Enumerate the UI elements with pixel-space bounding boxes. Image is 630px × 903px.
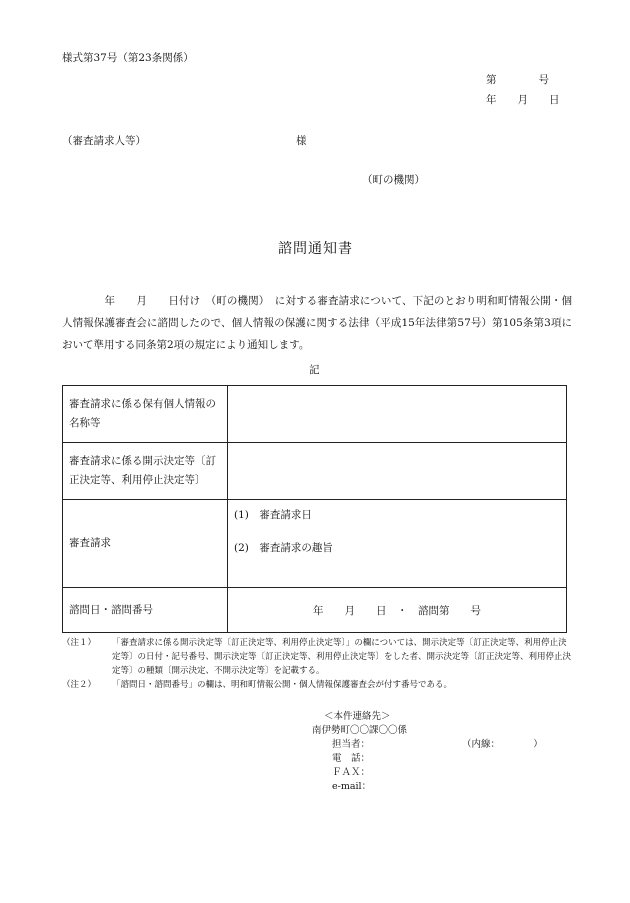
ki-heading: 記 [309, 364, 320, 376]
row2-label: 審査請求に係る開示決定等〔訂正決定等、利用停止決定等〕 [63, 443, 228, 500]
row2-value [228, 443, 567, 500]
row3-item-request-date: (1) 審査請求日 [234, 509, 312, 521]
contact-email: e-mail： [332, 781, 372, 792]
notice-table [62, 385, 567, 633]
document-date: 年 月 日 [486, 94, 560, 106]
note-2-tag: （注２） [62, 680, 97, 690]
contact-person: 担当者： [332, 739, 371, 750]
addressee-honorific: 様 [296, 135, 307, 147]
table-row [63, 386, 567, 443]
sender-agency: （町の機関） [362, 174, 425, 186]
document-number: 第 号 [486, 74, 549, 86]
row1-label: 審査請求に係る保有個人情報の名称等 [63, 386, 228, 443]
row1-value [228, 386, 567, 443]
note-2 [62, 678, 572, 692]
contact-block [312, 710, 543, 794]
notes [62, 636, 572, 692]
contact-person-row [312, 738, 543, 752]
form-number: 様式第37号（第23条関係） [62, 52, 194, 64]
contact-tel: 電 話： [332, 753, 371, 764]
table-row [63, 588, 567, 633]
table-row [63, 500, 567, 588]
table-row [63, 443, 567, 500]
contact-extension: （内線： ） [462, 739, 543, 750]
note-1-text: 「審査請求に係る開示決定等〔訂正決定等、利用停止決定等〕」の欄については、開示決定等〔訂正決定等、利用停止決定等〕の日付・記号番号、開示決定等〔訂正決定等、利用停止決定等〕をした者、開示決定等〔訂正決定等、利用停止決定等〕の種類〔開示決定、不開示決定等〕を記載する。 [112, 638, 572, 676]
row3-item-request-purpose: (2) 審査請求の趣旨 [234, 542, 333, 554]
row3-label: 審査請求 [63, 500, 228, 588]
note-1 [62, 636, 572, 678]
body-paragraph: 年 月 日付け （町の機関） に対する審査請求について、下記のとおり明和町情報公開・個人情報保護審査会に諮問したので、個人情報の保護に関する法律（平成15年法律第57号）第105条第3項において準用する同条第2項の規定により通知します。 [62, 295, 572, 351]
row4-value: 年 月 日 ・ 諮問第 号 [228, 588, 567, 633]
row4-label: 諮問日・諮問番号 [63, 588, 228, 633]
note-2-text: 「諮問日・諮問番号」の欄は、明和町情報公開・個人情報保護審査会が付す番号である。 [112, 680, 453, 690]
addressee-name: （審査請求人等） [62, 135, 146, 147]
contact-fax: ＦＡＸ： [332, 767, 371, 778]
row3-value [228, 500, 567, 588]
contact-heading: ＜本件連絡先＞ [324, 711, 391, 722]
contact-department: 南伊勢町〇〇課〇〇係 [312, 725, 408, 736]
document-title: 諮問通知書 [278, 241, 353, 257]
note-1-tag: （注１） [62, 638, 97, 648]
